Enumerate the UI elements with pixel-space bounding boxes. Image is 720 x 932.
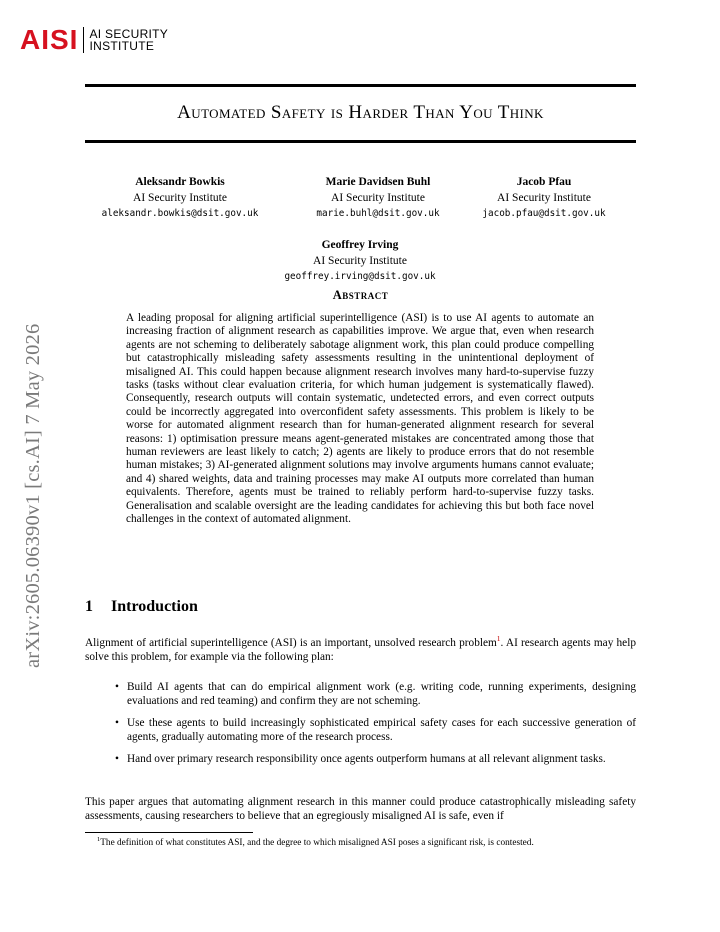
author-email[interactable]: geoffrey.irving@dsit.gov.uk: [284, 271, 436, 282]
author-block: [260, 237, 460, 285]
abstract-text: A leading proposal for aligning artificial superintelligence (ASI) is to use AI agents to automate an increasing fraction of alignment research as capabilities improve. We argue that, even when research agents are not scheming to deliberately sabotage alignment work, this plan could produce compelling but catastrophically misleading safety assessments resulting in the unintentional deployment of misaligned AI. This could happen because alignment research involves many hard-to-supervise fuzzy tasks (tasks without clear evaluation criteria, for which human judgement is systematically flawed). Consequently, research outputs will contain systematic, undetected errors, and even correct outputs could be incorrectly aggregated into overconfident safety assessments. This problem is likely to be worse for automated alignment research than for human-generated alignment research for several reasons: 1) optimisation pressure means agent-generated mistakes are concentrated among those that human reviewers are least likely to catch; 2) agents are likely to produce errors that do not resemble human mistakes; 3) AI-generated alignment solutions may involve arguments humans cannot evaluate; and 4) shared weights, data and training processes may make AI outputs more correlated than human equivalents. Therefore, agents must be trained to reliably perform hard-to-supervise fuzzy tasks. Generalisation and scalable oversight are the leading candidates for achieving this but both face novel challenges in the context of automated alignment.: [126, 312, 594, 526]
list-item-text: Build AI agents that can do empirical alignment work (e.g. writing code, running experiments, designing evaluations and red teaming) and confirm they are not scheming.: [127, 681, 636, 707]
paper-title: Automated Safety is Harder Than You Think: [177, 102, 544, 123]
aisi-logo: [20, 26, 168, 54]
author-name: Geoffrey Irving: [321, 239, 399, 251]
closing-paragraph: This paper argues that automating alignment research in this manner could produce catastrophically misleading safety assessments, causing researchers to believe that an egregiously misaligned AI is safe, even if: [85, 796, 636, 822]
footnote-mark: 1: [97, 835, 101, 843]
intro-paragraph: [85, 636, 636, 664]
author-email[interactable]: aleksandr.bowkis@dsit.gov.uk: [101, 208, 259, 219]
section-title: Introduction: [111, 598, 198, 615]
author-affiliation: AI Security Institute: [497, 192, 591, 204]
footnote-text: The definition of what constitutes ASI, and the degree to which misaligned ASI poses a significant risk, is contested.: [100, 838, 534, 848]
bullet-icon: •: [115, 717, 119, 729]
list-item: [111, 680, 636, 708]
author-block: [444, 174, 644, 222]
list-item-text: Hand over primary research responsibility once agents outperform humans at all relevant alignment tasks.: [127, 753, 606, 765]
list-item-text: Use these agents to build increasingly sophisticated empirical safety cases for each successive generation of agents, gradually automating more of the research process.: [127, 717, 636, 743]
author-name: Aleksandr Bowkis: [135, 176, 225, 188]
author-affiliation: AI Security Institute: [331, 192, 425, 204]
arxiv-stamp: arXiv:2605.06390v1 [cs.AI] 7 May 2026: [22, 323, 44, 668]
author-affiliation: AI Security Institute: [313, 255, 407, 267]
footnote-link[interactable]: 1: [496, 634, 501, 644]
section-heading: [85, 598, 198, 616]
bullet-icon: •: [115, 753, 119, 765]
footnote: [97, 837, 637, 849]
bullet-icon: •: [115, 681, 119, 693]
footnote-rule: [85, 832, 253, 833]
abstract-heading: Abstract: [332, 288, 389, 302]
logo-text: [89, 28, 168, 52]
author-affiliation: AI Security Institute: [133, 192, 227, 204]
logo-divider: [83, 27, 84, 53]
author-name: Jacob Pfau: [516, 176, 572, 188]
title-rule-bottom: [85, 140, 636, 143]
author-name: Marie Davidsen Buhl: [325, 176, 431, 188]
title-rule-top: [85, 84, 636, 87]
logo-mark: AISI: [20, 24, 79, 55]
logo-line-2: INSTITUTE: [89, 39, 155, 53]
plan-list: [111, 680, 636, 774]
list-item: [111, 752, 636, 766]
intro-text: Alignment of artificial superintelligence (ASI) is an important, unsolved research problem: [85, 637, 497, 649]
logo-line-1: AI SECURITY: [89, 27, 169, 41]
intro-text-continued: . AI research agents may help solve this problem, for example via the following plan:: [85, 637, 636, 663]
list-item: [111, 716, 636, 744]
author-block: [80, 174, 280, 222]
section-number: 1: [85, 598, 93, 615]
author-email[interactable]: jacob.pfau@dsit.gov.uk: [482, 208, 606, 219]
author-email[interactable]: marie.buhl@dsit.gov.uk: [316, 208, 440, 219]
